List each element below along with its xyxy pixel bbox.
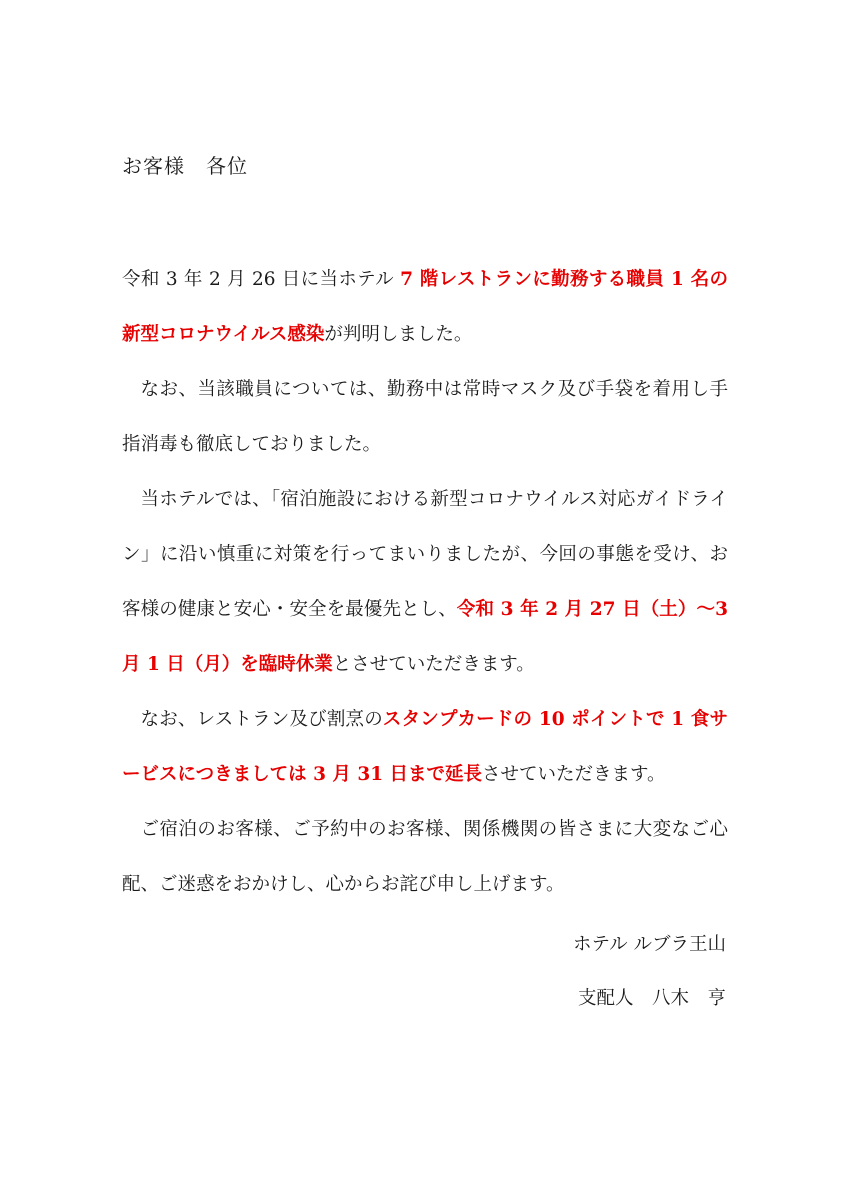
manager-name: 支配人 八木 亨 xyxy=(577,988,726,1009)
body-text-segment: なお、レストラン及び割烹の xyxy=(140,709,383,730)
body-text-segment: させていただきます。 xyxy=(482,764,666,785)
notice-body xyxy=(122,252,728,912)
emphasized-text: 令和 3 年 2 月 27 日（土）～3 月 1 日（月）を臨時休業 xyxy=(122,599,728,675)
body-text-segment: ご宿泊のお客様、ご予約中のお客様、関係機関の皆さまに大変なご心配、ご迷惑をおかけし、心からお詫び申し上げます。 xyxy=(122,819,728,895)
body-text-segment: 当ホテルでは、「宿泊施設における新型コロナウイルス対応ガイドライン」に沿い慎重に対策を行ってまいりましたが、今回の事態を受け、お客様の健康と安心・安全を最優先とし、 xyxy=(122,489,728,620)
body-text-segment: が判明しました。 xyxy=(324,324,473,345)
emphasized-text: スタンプカードの 10 ポイントで 1 食サービスにつきましては 3 月 31 日まで延長 xyxy=(122,709,728,785)
signature-block xyxy=(573,918,726,1026)
hotel-name: ホテル ルブラ王山 xyxy=(573,934,726,955)
paragraph xyxy=(122,362,728,472)
salutation: お客様 各位 xyxy=(122,154,248,178)
body-text-segment: とさせていただきます。 xyxy=(332,654,535,675)
body-text-segment: 令和 3 年 2 月 26 日に当ホテル xyxy=(122,269,401,290)
body-text-segment: なお、当該職員については、勤務中は常時マスク及び手袋を着用し手指消毒も徹底しておりました。 xyxy=(122,379,728,455)
paragraph xyxy=(122,802,728,912)
paragraph xyxy=(122,692,728,802)
paragraph xyxy=(122,252,728,362)
emphasized-text: 7 階レストランに勤務する職員 1 名の新型コロナウイルス感染 xyxy=(122,269,728,345)
paragraph xyxy=(122,472,728,692)
